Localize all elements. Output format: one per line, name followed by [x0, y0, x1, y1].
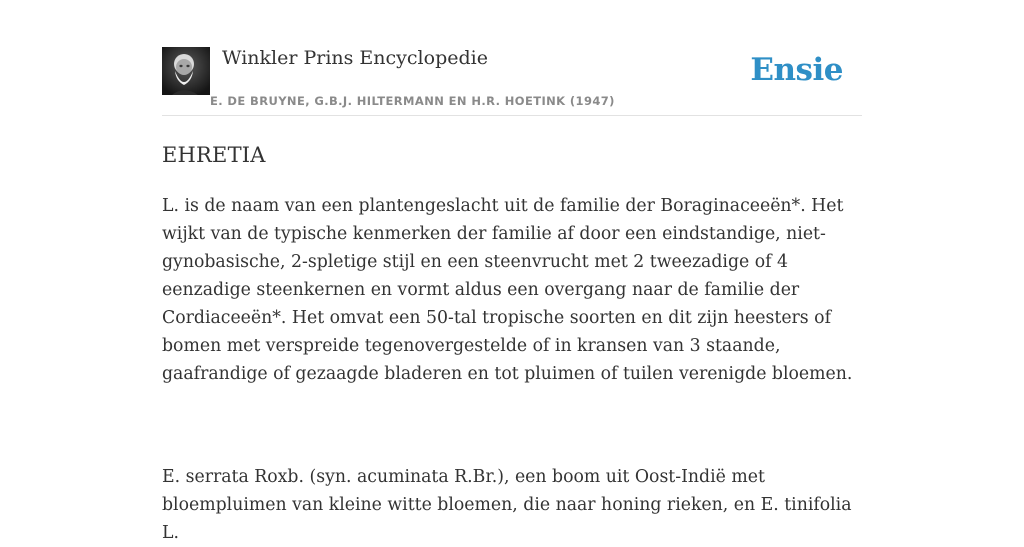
article-paragraph: E. serrata Roxb. (syn. acuminata R.Br.), een boom uit Oost-Indië met bloempluimen van kleine witte bloemen, die naar honing rieken, en E. tinifolia L.	[162, 467, 852, 543]
portrait-icon	[162, 47, 210, 95]
source-authors: E. DE BRUYNE, G.B.J. HILTERMANN EN H.R. HOETINK (1947)	[210, 94, 615, 108]
author-avatar[interactable]	[162, 47, 210, 95]
article-paragraph: L. is de naam van een plantengeslacht uit de familie der Boraginaceeën*. Het wijkt van de typische kenmerken der familie af door een eindstandige, niet-gynobasische, 2-spletige stijl en een steenvrucht met 2 tweezadige of 4 eenzadige steenkernen en vormt aldus een overgang naar de familie der Cordiaceeën*. Het omvat een 50-tal tropische soorten en dit zijn heesters of bomen met verspreide tegenovergestelde of in kransen van 3 staande, gaafrandige of gezaagde bladeren en tot pluimen of tuilen verenigde bloemen.	[162, 196, 853, 384]
source-title[interactable]: Winkler Prins Encyclopedie	[222, 47, 488, 69]
ensie-logo[interactable]: Ensie	[750, 52, 843, 88]
entry-title: EHRETIA	[162, 143, 266, 167]
source-header	[162, 46, 862, 116]
